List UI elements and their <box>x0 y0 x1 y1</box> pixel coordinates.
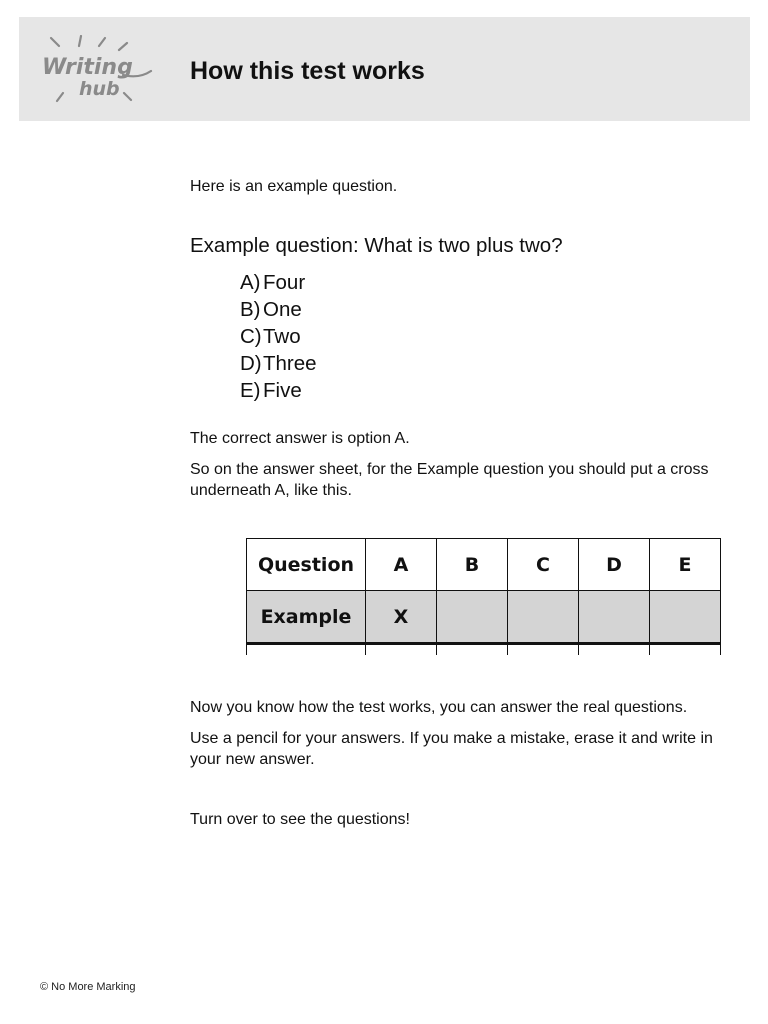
header-cell-d: D <box>579 539 650 591</box>
answer-options <box>240 270 317 405</box>
svg-text:hub: hub <box>79 78 120 100</box>
stub-cell <box>247 644 366 656</box>
answer-cell-b[interactable] <box>437 591 508 644</box>
header-cell-question: Question <box>247 539 366 591</box>
table-row-example <box>247 591 721 644</box>
table-row-stub <box>247 644 721 656</box>
table-header-row <box>247 539 721 591</box>
option-letter: E) <box>240 379 261 402</box>
option-e <box>240 378 317 405</box>
instruction-text: So on the answer sheet, for the Example question you should put a cross underneath A, like this. <box>190 461 709 499</box>
option-text: Four <box>263 271 306 294</box>
option-c <box>240 324 317 351</box>
header-cell-b: B <box>437 539 508 591</box>
stub-cell <box>366 644 437 656</box>
option-d <box>240 351 317 378</box>
stub-cell <box>650 644 721 656</box>
writing-hub-logo <box>39 35 159 105</box>
page-title: How this test works <box>190 57 425 85</box>
copyright-footer: © No More Marking <box>40 981 136 993</box>
option-letter: C) <box>240 325 262 348</box>
option-text: One <box>263 298 302 321</box>
header-cell-c: C <box>508 539 579 591</box>
option-letter: B) <box>240 298 261 321</box>
example-question: Example question: What is two plus two? <box>190 234 563 257</box>
row-label-example: Example <box>247 591 366 644</box>
option-text: Two <box>263 325 301 348</box>
stub-cell <box>579 644 650 656</box>
page-header <box>19 17 750 121</box>
correct-answer-text: The correct answer is option A. <box>190 430 410 447</box>
stub-cell <box>437 644 508 656</box>
stub-cell <box>508 644 579 656</box>
answer-cell-d[interactable] <box>579 591 650 644</box>
header-cell-e: E <box>650 539 721 591</box>
next-steps-text: Now you know how the test works, you can answer the real questions. <box>190 699 688 716</box>
pencil-instruction-text: Use a pencil for your answers. If you make a mistake, erase it and write in your new answer. <box>190 730 713 768</box>
option-text: Three <box>263 352 317 375</box>
turn-over-text: Turn over to see the questions! <box>190 811 410 828</box>
answer-sheet-table <box>246 538 721 655</box>
option-text: Five <box>263 379 302 402</box>
svg-text:Writing: Writing <box>42 55 133 80</box>
option-letter: D) <box>240 352 262 375</box>
option-letter: A) <box>240 271 261 294</box>
option-a <box>240 270 317 297</box>
header-cell-a: A <box>366 539 437 591</box>
answer-cell-c[interactable] <box>508 591 579 644</box>
answer-cell-a[interactable]: X <box>366 591 437 644</box>
intro-text: Here is an example question. <box>190 178 398 195</box>
option-b <box>240 297 317 324</box>
answer-cell-e[interactable] <box>650 591 721 644</box>
